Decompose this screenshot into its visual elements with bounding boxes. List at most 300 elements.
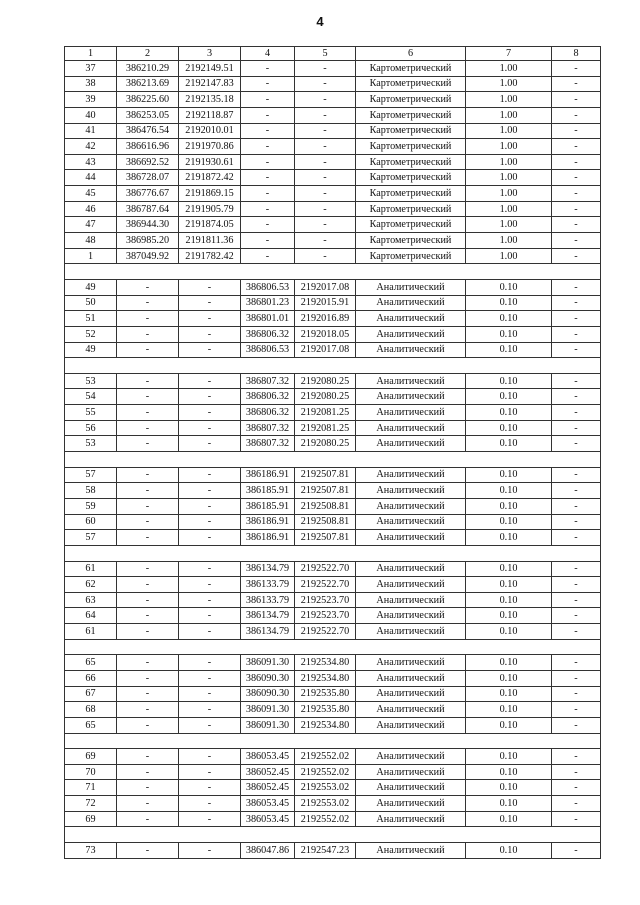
- table-cell: -: [117, 326, 179, 342]
- table-cell: -: [552, 467, 601, 483]
- table-cell: -: [241, 154, 295, 170]
- table-cell: -: [552, 248, 601, 264]
- table-cell: 0.10: [466, 373, 552, 389]
- table-cell: 2192081.25: [295, 420, 356, 436]
- table-cell: 46: [65, 201, 117, 217]
- table-cell: 2192553.02: [295, 780, 356, 796]
- table-cell: 50: [65, 295, 117, 311]
- table-cell: -: [179, 279, 241, 295]
- table-cell: -: [117, 608, 179, 624]
- table-cell: 386210.29: [117, 61, 179, 77]
- empty-cell: [356, 827, 466, 843]
- table-cell: -: [295, 201, 356, 217]
- table-row: [65, 389, 601, 405]
- table-cell: 386186.91: [241, 530, 295, 546]
- table-cell: 2192017.08: [295, 342, 356, 358]
- table-cell: 1.00: [466, 92, 552, 108]
- table-cell: 386253.05: [117, 107, 179, 123]
- table-cell: -: [241, 201, 295, 217]
- table-cell: -: [117, 420, 179, 436]
- table-cell: -: [552, 717, 601, 733]
- table-cell: -: [552, 279, 601, 295]
- table-cell: 0.10: [466, 702, 552, 718]
- empty-cell: [241, 358, 295, 374]
- table-cell: 2192553.02: [295, 796, 356, 812]
- table-cell: Аналитический: [356, 279, 466, 295]
- table-cell: 386052.45: [241, 780, 295, 796]
- table-cell: Аналитический: [356, 436, 466, 452]
- table-row: [65, 749, 601, 765]
- empty-cell: [65, 827, 117, 843]
- table-cell: 386185.91: [241, 498, 295, 514]
- empty-cell: [466, 358, 552, 374]
- table-row: [65, 702, 601, 718]
- table-cell: 2192534.80: [295, 655, 356, 671]
- table-cell: -: [179, 530, 241, 546]
- table-cell: 51: [65, 311, 117, 327]
- table-cell: 42: [65, 139, 117, 155]
- table-cell: 2191905.79: [179, 201, 241, 217]
- table-cell: -: [117, 780, 179, 796]
- table-cell: -: [552, 186, 601, 202]
- table-cell: 1.00: [466, 76, 552, 92]
- table-cell: -: [241, 139, 295, 155]
- table-cell: -: [117, 577, 179, 593]
- table-cell: Аналитический: [356, 577, 466, 593]
- header-cell: 8: [552, 47, 601, 61]
- table-cell: 2192508.81: [295, 514, 356, 530]
- empty-cell: [117, 827, 179, 843]
- table-cell: Аналитический: [356, 686, 466, 702]
- table-cell: -: [117, 811, 179, 827]
- empty-cell: [241, 452, 295, 468]
- table-cell: 2192522.70: [295, 624, 356, 640]
- table-cell: 65: [65, 717, 117, 733]
- empty-cell: [552, 358, 601, 374]
- empty-cell: [241, 545, 295, 561]
- table-cell: 57: [65, 467, 117, 483]
- empty-cell: [241, 264, 295, 280]
- table-cell: -: [552, 170, 601, 186]
- empty-cell: [117, 639, 179, 655]
- header-cell: 3: [179, 47, 241, 61]
- table-cell: -: [552, 61, 601, 77]
- table-cell: 0.10: [466, 295, 552, 311]
- table-cell: 2191869.15: [179, 186, 241, 202]
- table-cell: 386806.53: [241, 342, 295, 358]
- table-cell: -: [552, 498, 601, 514]
- table-cell: 2191930.61: [179, 154, 241, 170]
- table-cell: 38: [65, 76, 117, 92]
- table-cell: 386052.45: [241, 764, 295, 780]
- table-cell: 67: [65, 686, 117, 702]
- table-cell: -: [179, 624, 241, 640]
- header-cell: 6: [356, 47, 466, 61]
- table-cell: 386807.32: [241, 373, 295, 389]
- table-cell: -: [295, 170, 356, 186]
- table-cell: 1.00: [466, 186, 552, 202]
- table-cell: 0.10: [466, 514, 552, 530]
- table-cell: 0.10: [466, 420, 552, 436]
- table-cell: 52: [65, 326, 117, 342]
- table-cell: Картометрический: [356, 154, 466, 170]
- table-cell: -: [179, 467, 241, 483]
- header-cell: 5: [295, 47, 356, 61]
- empty-cell: [241, 827, 295, 843]
- table-cell: 37: [65, 61, 117, 77]
- table-row: [65, 717, 601, 733]
- table-cell: 386134.79: [241, 624, 295, 640]
- table-cell: 66: [65, 670, 117, 686]
- table-cell: 386806.32: [241, 326, 295, 342]
- table-cell: -: [179, 561, 241, 577]
- table-cell: 73: [65, 843, 117, 859]
- table-row: [65, 326, 601, 342]
- table-cell: 1.00: [466, 107, 552, 123]
- table-cell: -: [552, 608, 601, 624]
- table-cell: 386053.45: [241, 749, 295, 765]
- table-cell: 53: [65, 436, 117, 452]
- table-cell: 1.00: [466, 170, 552, 186]
- empty-cell: [179, 358, 241, 374]
- table-cell: 2192507.81: [295, 467, 356, 483]
- empty-cell: [117, 733, 179, 749]
- empty-cell: [65, 358, 117, 374]
- table-cell: -: [179, 295, 241, 311]
- empty-cell: [295, 545, 356, 561]
- header-cell: 1: [65, 47, 117, 61]
- table-cell: 386944.30: [117, 217, 179, 233]
- table-cell: -: [552, 843, 601, 859]
- table-cell: -: [241, 233, 295, 249]
- table-cell: 44: [65, 170, 117, 186]
- table-cell: -: [179, 389, 241, 405]
- table-cell: -: [117, 467, 179, 483]
- table-cell: -: [552, 420, 601, 436]
- table-cell: -: [117, 405, 179, 421]
- table-cell: -: [179, 686, 241, 702]
- table-cell: 63: [65, 592, 117, 608]
- table-cell: 0.10: [466, 326, 552, 342]
- table-cell: 2192010.01: [179, 123, 241, 139]
- table-cell: -: [179, 498, 241, 514]
- empty-cell: [356, 639, 466, 655]
- table-cell: 2192523.70: [295, 592, 356, 608]
- empty-cell: [117, 358, 179, 374]
- table-cell: -: [117, 514, 179, 530]
- empty-cell: [295, 827, 356, 843]
- table-cell: -: [117, 655, 179, 671]
- empty-cell: [552, 733, 601, 749]
- table-cell: -: [241, 61, 295, 77]
- table-cell: Картометрический: [356, 217, 466, 233]
- table-cell: 2192080.25: [295, 436, 356, 452]
- table-row: [65, 420, 601, 436]
- table-cell: 2192080.25: [295, 389, 356, 405]
- table-cell: 2192080.25: [295, 373, 356, 389]
- table-cell: Аналитический: [356, 655, 466, 671]
- table-cell: 386091.30: [241, 717, 295, 733]
- table-cell: 2192534.80: [295, 717, 356, 733]
- page-number: 4: [316, 14, 324, 29]
- table-cell: Аналитический: [356, 514, 466, 530]
- table-cell: 71: [65, 780, 117, 796]
- empty-cell: [356, 545, 466, 561]
- table-cell: -: [117, 592, 179, 608]
- table-cell: -: [117, 389, 179, 405]
- table-cell: -: [295, 154, 356, 170]
- table-cell: 2192535.80: [295, 702, 356, 718]
- table-cell: -: [241, 92, 295, 108]
- table-cell: -: [179, 702, 241, 718]
- table-cell: -: [552, 764, 601, 780]
- table-cell: 2191782.42: [179, 248, 241, 264]
- table-cell: -: [117, 843, 179, 859]
- table-cell: 0.10: [466, 749, 552, 765]
- table-cell: -: [117, 483, 179, 499]
- table-cell: -: [241, 217, 295, 233]
- table-cell: -: [552, 389, 601, 405]
- table-cell: -: [179, 780, 241, 796]
- table-row: [65, 201, 601, 217]
- table-cell: -: [117, 624, 179, 640]
- table-cell: 387049.92: [117, 248, 179, 264]
- table-cell: 2192017.08: [295, 279, 356, 295]
- table-row: [65, 686, 601, 702]
- table-cell: -: [117, 702, 179, 718]
- table-cell: -: [179, 608, 241, 624]
- table-cell: Картометрический: [356, 61, 466, 77]
- table-cell: Картометрический: [356, 170, 466, 186]
- table-cell: -: [552, 702, 601, 718]
- table-row: [65, 624, 601, 640]
- table-cell: -: [295, 248, 356, 264]
- table-row: [65, 530, 601, 546]
- table-cell: -: [295, 186, 356, 202]
- table-cell: 386133.79: [241, 592, 295, 608]
- table-row: [65, 233, 601, 249]
- table-cell: 0.10: [466, 592, 552, 608]
- table-cell: -: [179, 764, 241, 780]
- table-cell: 64: [65, 608, 117, 624]
- empty-cell: [295, 452, 356, 468]
- table-cell: 55: [65, 405, 117, 421]
- empty-cell: [552, 827, 601, 843]
- table-cell: 41: [65, 123, 117, 139]
- table-row: [65, 843, 601, 859]
- table-cell: -: [552, 154, 601, 170]
- table-cell: 386091.30: [241, 702, 295, 718]
- table-cell: -: [552, 624, 601, 640]
- table-cell: -: [552, 405, 601, 421]
- table-cell: 386134.79: [241, 561, 295, 577]
- table-cell: 0.10: [466, 467, 552, 483]
- table-cell: 45: [65, 186, 117, 202]
- table-cell: Аналитический: [356, 717, 466, 733]
- empty-cell: [65, 733, 117, 749]
- table-cell: 0.10: [466, 670, 552, 686]
- table-cell: 386985.20: [117, 233, 179, 249]
- table-cell: Аналитический: [356, 295, 466, 311]
- table-cell: -: [117, 279, 179, 295]
- table-cell: -: [552, 233, 601, 249]
- table-cell: 56: [65, 420, 117, 436]
- table-cell: 2192081.25: [295, 405, 356, 421]
- table-cell: -: [179, 311, 241, 327]
- table-cell: 58: [65, 483, 117, 499]
- table-cell: -: [552, 217, 601, 233]
- table-cell: Аналитический: [356, 796, 466, 812]
- table-cell: 2192535.80: [295, 686, 356, 702]
- empty-cell: [241, 639, 295, 655]
- table-cell: Картометрический: [356, 139, 466, 155]
- table-cell: 69: [65, 811, 117, 827]
- empty-cell: [552, 264, 601, 280]
- table-cell: Аналитический: [356, 530, 466, 546]
- table-cell: Аналитический: [356, 764, 466, 780]
- table-cell: 68: [65, 702, 117, 718]
- table-cell: -: [179, 749, 241, 765]
- table-cell: 0.10: [466, 279, 552, 295]
- table-cell: 0.10: [466, 624, 552, 640]
- empty-cell: [65, 545, 117, 561]
- table-cell: 386807.32: [241, 436, 295, 452]
- table-cell: -: [295, 92, 356, 108]
- empty-cell: [295, 733, 356, 749]
- table-cell: -: [179, 405, 241, 421]
- table-cell: 1.00: [466, 61, 552, 77]
- table-cell: 386090.30: [241, 686, 295, 702]
- table-cell: 2192552.02: [295, 764, 356, 780]
- table-cell: 1.00: [466, 154, 552, 170]
- table-cell: 62: [65, 577, 117, 593]
- table-cell: 386476.54: [117, 123, 179, 139]
- table-cell: 1.00: [466, 201, 552, 217]
- table-cell: 0.10: [466, 483, 552, 499]
- table-cell: -: [241, 248, 295, 264]
- table-cell: 0.10: [466, 811, 552, 827]
- table-cell: 386806.53: [241, 279, 295, 295]
- table-cell: 386053.45: [241, 811, 295, 827]
- empty-cell: [179, 452, 241, 468]
- separator-row: [65, 264, 601, 280]
- empty-cell: [241, 733, 295, 749]
- table-cell: Аналитический: [356, 467, 466, 483]
- table-cell: -: [117, 295, 179, 311]
- table-cell: 0.10: [466, 498, 552, 514]
- table-cell: -: [179, 514, 241, 530]
- table-cell: 2192522.70: [295, 561, 356, 577]
- table-cell: -: [179, 811, 241, 827]
- table-cell: -: [241, 186, 295, 202]
- table-cell: Аналитический: [356, 373, 466, 389]
- table-cell: -: [552, 514, 601, 530]
- table-cell: 2192508.81: [295, 498, 356, 514]
- table-cell: -: [295, 76, 356, 92]
- empty-cell: [552, 545, 601, 561]
- table-cell: -: [117, 561, 179, 577]
- table-row: [65, 405, 601, 421]
- empty-cell: [179, 733, 241, 749]
- header-cell: 4: [241, 47, 295, 61]
- table-cell: 2192149.51: [179, 61, 241, 77]
- table-cell: -: [295, 139, 356, 155]
- table-cell: 65: [65, 655, 117, 671]
- table-cell: 386091.30: [241, 655, 295, 671]
- table-cell: -: [295, 123, 356, 139]
- coordinates-table: [64, 46, 601, 859]
- table-row: [65, 561, 601, 577]
- table-row: [65, 154, 601, 170]
- table-cell: -: [179, 843, 241, 859]
- table-cell: -: [552, 436, 601, 452]
- table-cell: -: [179, 373, 241, 389]
- table-cell: 59: [65, 498, 117, 514]
- table-cell: Аналитический: [356, 749, 466, 765]
- table-cell: -: [552, 201, 601, 217]
- table-cell: Аналитический: [356, 702, 466, 718]
- table-cell: 2191811.36: [179, 233, 241, 249]
- table-row: [65, 608, 601, 624]
- table-cell: Аналитический: [356, 811, 466, 827]
- table-cell: 2191874.05: [179, 217, 241, 233]
- table-cell: 69: [65, 749, 117, 765]
- table-cell: -: [241, 107, 295, 123]
- table-cell: 1.00: [466, 139, 552, 155]
- table-cell: 1.00: [466, 248, 552, 264]
- table-cell: 2192018.05: [295, 326, 356, 342]
- empty-cell: [356, 264, 466, 280]
- empty-cell: [356, 452, 466, 468]
- table-cell: -: [552, 311, 601, 327]
- separator-row: [65, 358, 601, 374]
- empty-cell: [179, 545, 241, 561]
- table-row: [65, 811, 601, 827]
- table-cell: Аналитический: [356, 592, 466, 608]
- table-cell: 0.10: [466, 530, 552, 546]
- table-cell: 2192522.70: [295, 577, 356, 593]
- table-cell: 0.10: [466, 561, 552, 577]
- table-cell: Картометрический: [356, 248, 466, 264]
- table-cell: -: [552, 326, 601, 342]
- table-cell: -: [295, 107, 356, 123]
- table-cell: Аналитический: [356, 483, 466, 499]
- separator-row: [65, 452, 601, 468]
- table-cell: Картометрический: [356, 233, 466, 249]
- empty-cell: [356, 358, 466, 374]
- table-cell: 386807.32: [241, 420, 295, 436]
- table-cell: 386801.01: [241, 311, 295, 327]
- table-cell: 70: [65, 764, 117, 780]
- table-row: [65, 311, 601, 327]
- table-cell: -: [117, 670, 179, 686]
- header-row: [65, 47, 601, 61]
- table-cell: Картометрический: [356, 123, 466, 139]
- table-row: [65, 373, 601, 389]
- table-row: [65, 170, 601, 186]
- table-cell: -: [117, 796, 179, 812]
- table-row: [65, 498, 601, 514]
- separator-row: [65, 733, 601, 749]
- empty-cell: [295, 639, 356, 655]
- table-cell: -: [117, 373, 179, 389]
- table-row: [65, 139, 601, 155]
- separator-row: [65, 545, 601, 561]
- table-cell: -: [117, 498, 179, 514]
- table-cell: 0.10: [466, 389, 552, 405]
- table-cell: 386806.32: [241, 389, 295, 405]
- table-cell: 72: [65, 796, 117, 812]
